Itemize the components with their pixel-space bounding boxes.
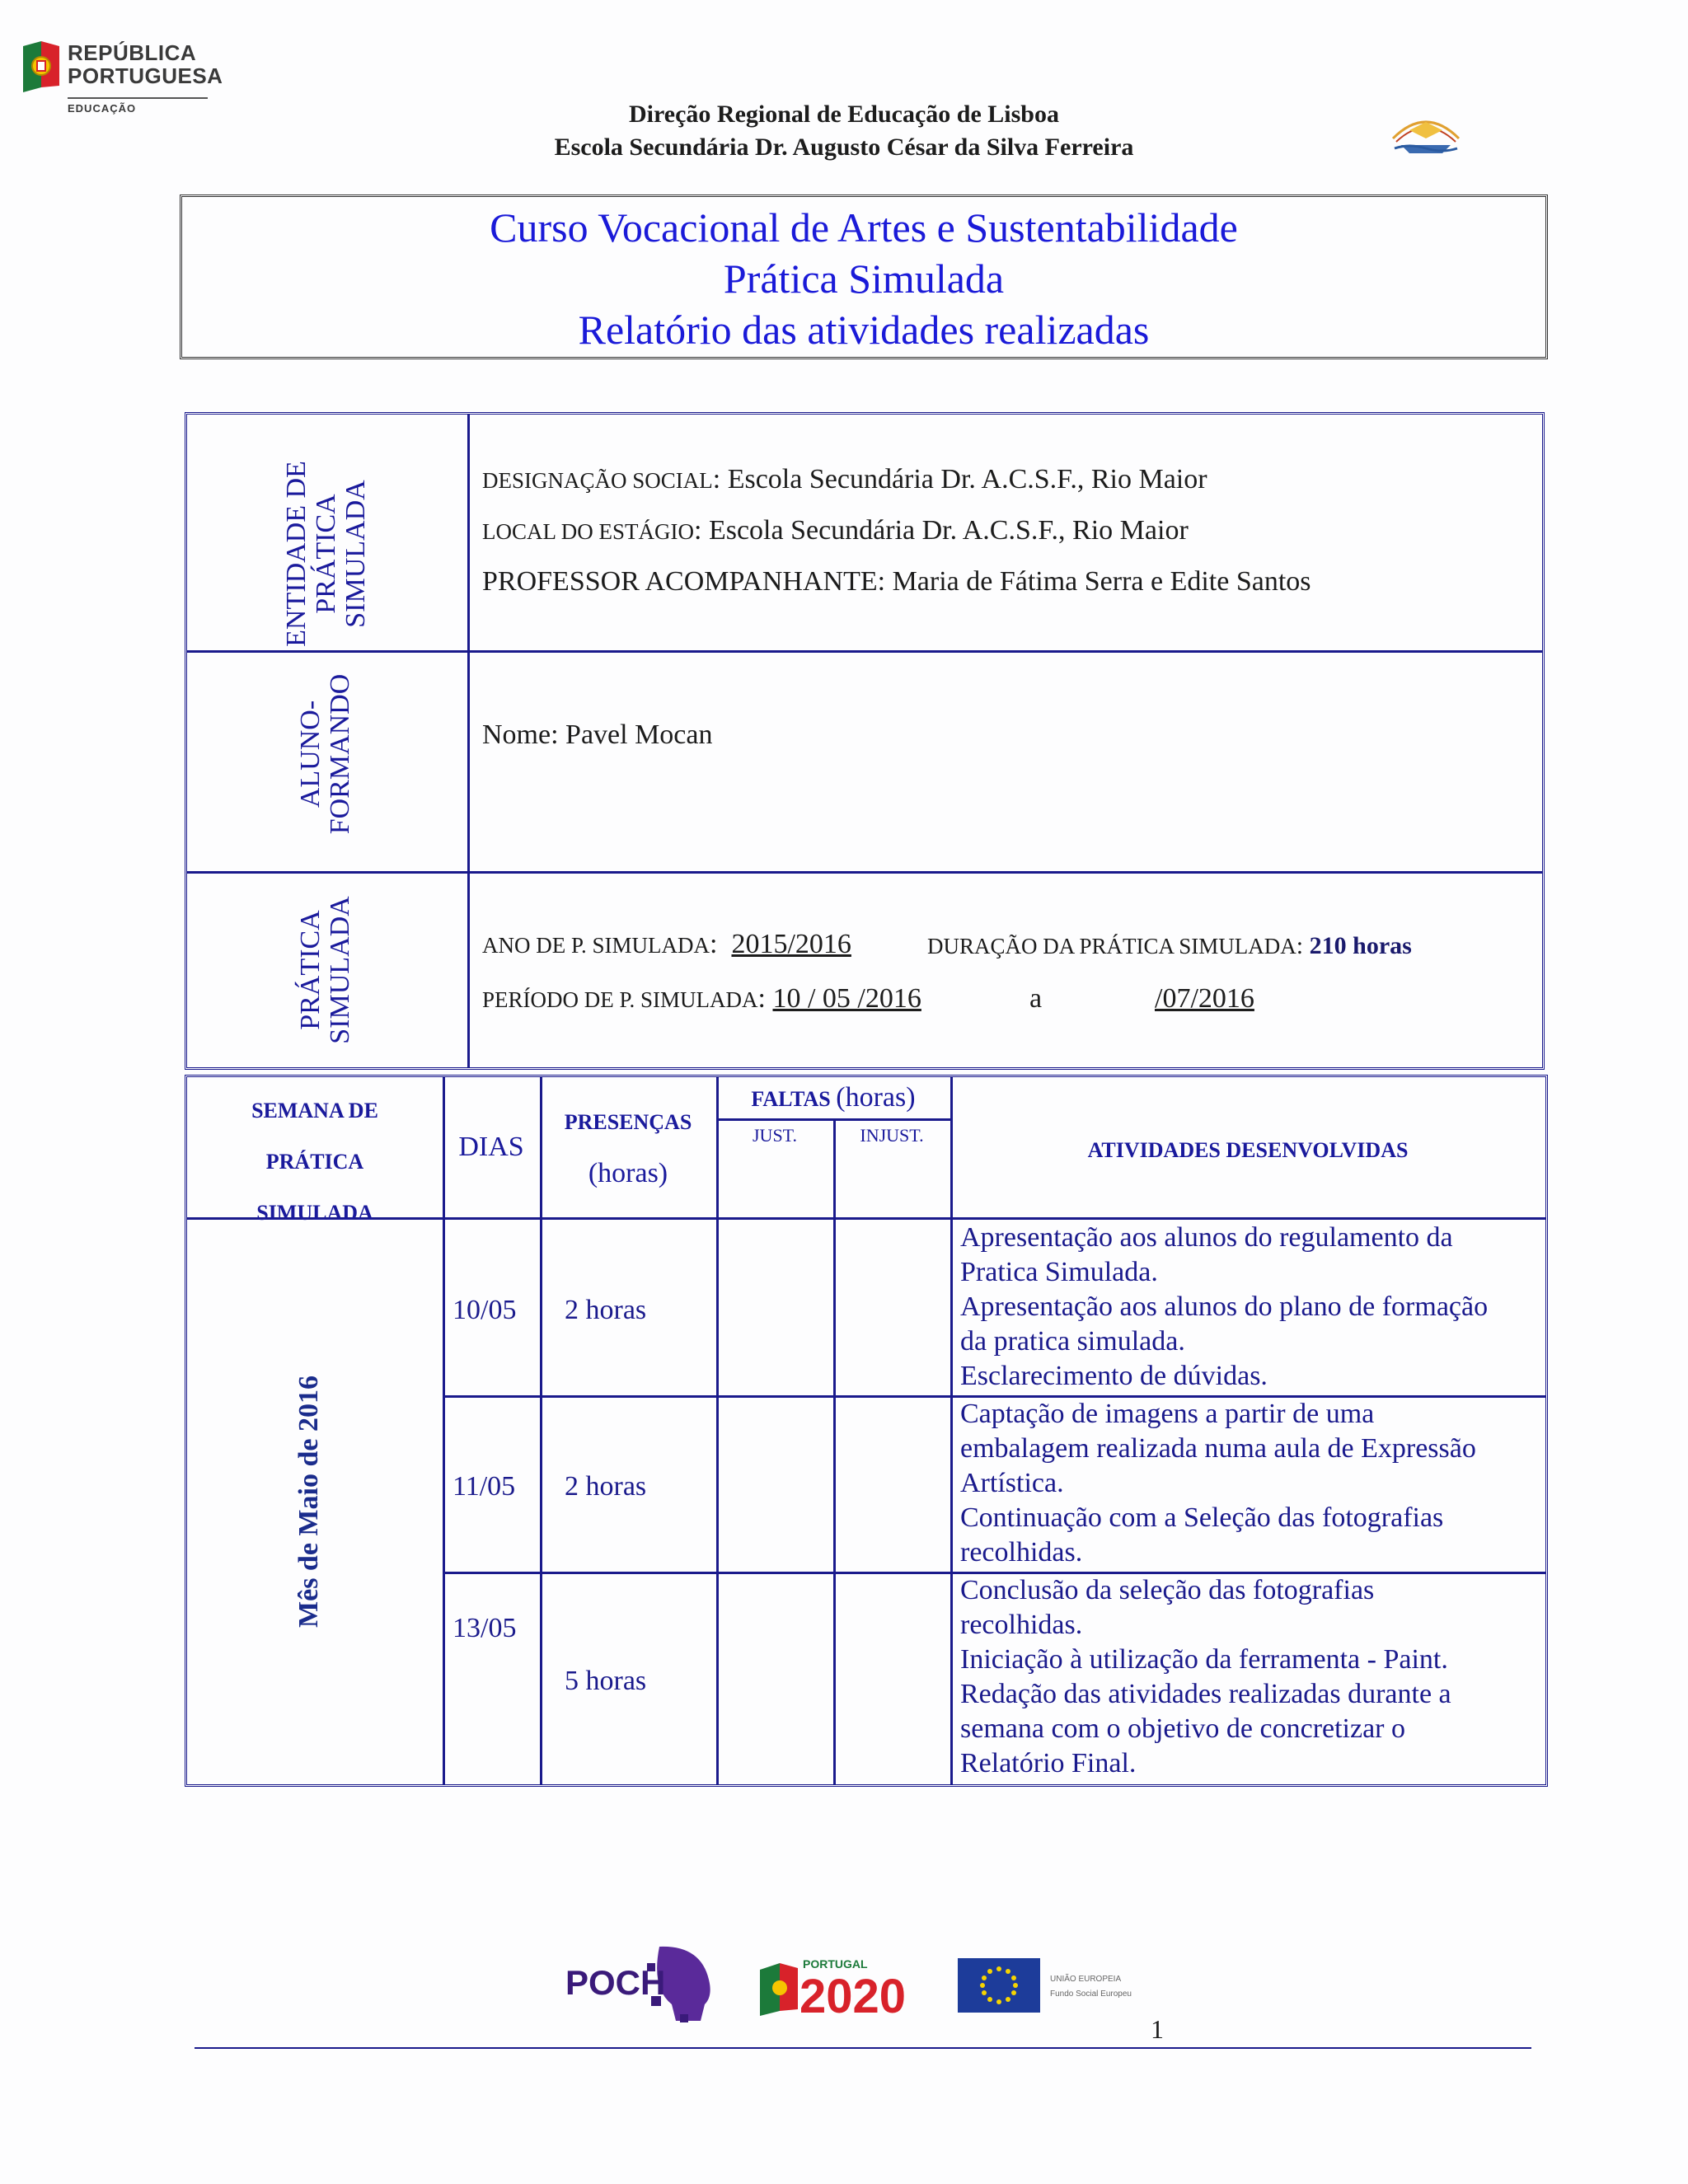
header-week-line1: SEMANA DE — [251, 1099, 378, 1122]
duration-label: DURAÇÃO DA PRÁTICA SIMULADA — [927, 934, 1296, 958]
direction-title: Direção Regional de Educação de Lisboa — [629, 101, 1059, 128]
duration-value: 210 horas — [1309, 932, 1412, 959]
row1-activity-line3: Apresentação aos alunos do plano de formação — [960, 1291, 1489, 1322]
row1-activities — [960, 1221, 1542, 1394]
student-name: Nome: Pavel Mocan — [482, 719, 713, 750]
gov-line1: REPÚBLICA — [68, 40, 197, 65]
row3-activity-line4: Redação das atividades realizadas durante a — [960, 1679, 1451, 1709]
teacher-value: Maria de Fátima Serra e Edite Santos — [892, 566, 1311, 597]
eu-line1: UNIÃO EUROPEIA — [1050, 1975, 1122, 1984]
row1-activity-line5: Esclarecimento de dúvidas. — [960, 1361, 1268, 1391]
portugal-text: PORTUGAL — [803, 1957, 868, 1971]
practice-label-line2: SIMULADA — [325, 896, 355, 1044]
location-row: LOCAL DO ESTÁGIO: Escola Secundária Dr. A.C.S.F., Rio Maior — [482, 515, 1189, 546]
report-title: Relatório das atividades realizadas — [578, 307, 1150, 353]
gov-line3: EDUCAÇÃO — [68, 97, 208, 115]
row2-activities — [960, 1397, 1542, 1570]
header-absences-text: FALTAS — [751, 1087, 831, 1111]
designation-value: Escola Secundária Dr. A.C.S.F., Rio Maior — [727, 464, 1207, 494]
school-logo — [1385, 105, 1467, 163]
portugal-flag-icon — [16, 38, 66, 96]
poch-logo — [560, 1938, 725, 2037]
row2-activity-line3: Artística. — [960, 1468, 1064, 1498]
student-label-line2: FORMANDO — [325, 673, 355, 835]
designation-row: DESIGNAÇÃO SOCIAL: Escola Secundária Dr. A.C.S.F., Rio Maior — [482, 464, 1207, 494]
teacher-label: PROFESSOR ACOMPANHANTE: — [482, 566, 886, 597]
student-label-line1: ALUNO- — [295, 700, 326, 808]
designation-label: DESIGNAÇÃO SOCIAL — [482, 468, 713, 493]
eu-line2: Fundo Social Europeu — [1050, 1990, 1132, 1999]
footer-divider — [195, 2047, 1531, 2049]
period-row: PERÍODO DE P. SIMULADA: 10 / 05 /2016 — [482, 983, 921, 1014]
teacher-row — [482, 566, 1311, 598]
row1-hours: 2 horas — [565, 1295, 647, 1325]
header-week-line2: PRÁTICA — [265, 1150, 364, 1174]
activities-table — [185, 1075, 1548, 1787]
year-label: ANO DE P. SIMULADA — [482, 933, 710, 958]
eu-flag-icon — [958, 1958, 1040, 2013]
title-box — [180, 194, 1548, 359]
poch-text: POCH — [565, 1963, 666, 2002]
portugal-2020-icon — [757, 1953, 938, 2027]
practice-title: Prática Simulada — [723, 255, 1005, 302]
period-end: /07/2016 — [1155, 983, 1254, 1014]
row1-day: 10/05 — [452, 1295, 517, 1325]
header-presences-unit: (horas) — [588, 1158, 668, 1188]
portugal-2020-logo — [757, 1953, 938, 2027]
header-injust: INJUST. — [860, 1125, 924, 1146]
row2-day: 11/05 — [452, 1471, 516, 1502]
period-label: PERÍODO DE P. SIMULADA — [482, 987, 758, 1012]
header-absences-unit: (horas) — [836, 1082, 916, 1113]
header-just: JUST. — [753, 1125, 797, 1146]
header-days-text: DIAS — [458, 1132, 524, 1162]
row3-activity-line6: Relatório Final. — [960, 1748, 1137, 1779]
entity-label-line2: PRÁTICA — [311, 494, 341, 614]
row1-activity-line4: da pratica simulada. — [960, 1326, 1185, 1357]
header-days — [443, 1132, 540, 1163]
header-week — [187, 1085, 443, 1239]
row1-activity-line1: Apresentação aos alunos do regulamento da — [960, 1222, 1453, 1253]
duration-row: DURAÇÃO DA PRÁTICA SIMULADA: 210 horas — [927, 932, 1412, 959]
period-start: 10 / 05 /2016 — [772, 983, 921, 1014]
row3-hours: 5 horas — [565, 1666, 647, 1696]
year-value: 2015/2016 — [731, 929, 851, 959]
row2-activity-line1: Captação de imagens a partir de uma — [960, 1399, 1375, 1429]
period-separator: a — [1029, 983, 1043, 1014]
header-absences — [716, 1082, 950, 1113]
month-label: Mês de Maio de 2016 — [293, 1376, 324, 1628]
year-row: ANO DE P. SIMULADA: 2015/2016 — [482, 929, 851, 959]
row2-activity-line5: recolhidas. — [960, 1537, 1083, 1568]
info-table — [185, 412, 1545, 1070]
header-week-line3: SIMULADA — [256, 1201, 373, 1225]
row3-activity-line3: Iniciação à utilização da ferramenta - Paint. — [960, 1644, 1448, 1675]
location-label: LOCAL DO ESTÁGIO — [482, 519, 694, 544]
course-title: Curso Vocacional de Artes e Sustentabilidade — [490, 204, 1238, 251]
row3-activities — [960, 1573, 1542, 1781]
row3-activity-line5: semana com o objetivo de concretizar o — [960, 1713, 1405, 1744]
p2020-text: 2020 — [799, 1970, 907, 2023]
practice-label-line1: PRÁTICA — [295, 910, 326, 1030]
location-value: Escola Secundária Dr. A.C.S.F., Rio Maior — [708, 515, 1189, 546]
school-emblem-icon — [1385, 105, 1467, 163]
row3-activity-line2: recolhidas. — [960, 1610, 1083, 1640]
row2-activity-line2: embalagem realizada numa aula de Expressão — [960, 1433, 1476, 1464]
row2-hours: 2 horas — [565, 1471, 647, 1502]
header-activities: ATIVIDADES DESENVOLVIDAS — [1087, 1138, 1409, 1162]
header-presences: PRESENÇAS — [564, 1110, 692, 1134]
gov-line2: PORTUGUESA — [68, 63, 223, 88]
school-title: Escola Secundária Dr. Augusto César da Silva Ferreira — [554, 134, 1134, 161]
row1-activity-line2: Pratica Simulada. — [960, 1257, 1158, 1287]
entity-label-line3: SIMULADA — [340, 480, 371, 628]
row2-activity-line4: Continuação com a Seleção das fotografias — [960, 1502, 1444, 1533]
page-number: 1 — [1151, 2014, 1164, 2044]
row3-day: 13/05 — [452, 1613, 517, 1643]
eu-logo — [958, 1958, 1156, 2018]
row3-activity-line1: Conclusão da seleção das fotografias — [960, 1575, 1375, 1605]
poch-head-icon — [560, 1938, 725, 2037]
entity-label-line1: ENTIDADE DE — [281, 461, 312, 647]
